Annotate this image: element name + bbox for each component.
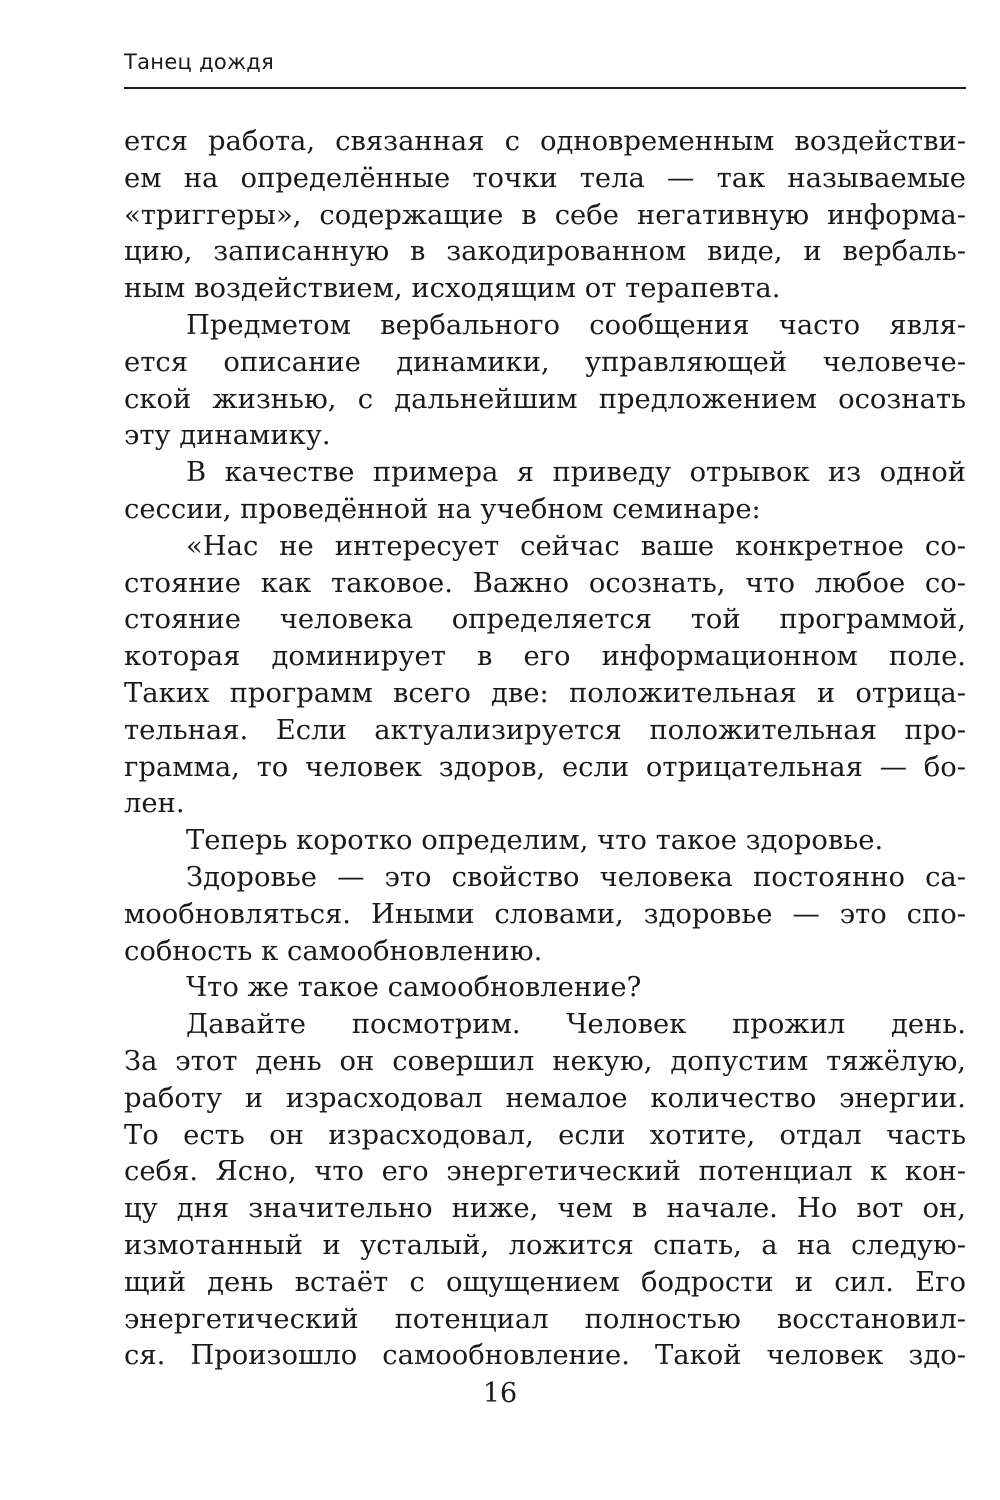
text-line: То есть он израсходовал, если хотите, отдал часть [124,1119,966,1151]
text-line: ем на определённые точки тела — так называемые [124,162,966,194]
text-line: себя. Ясно, что его энергетический потенциал к кон- [124,1156,966,1188]
text-line: Давайте посмотрим. Человек прожил день. [186,1009,966,1041]
text-line: За этот день он совершил некую, допустим тяжёлую, [124,1045,966,1077]
text-line: сессии, проведённой на учебном семинаре: [124,493,761,525]
text-line: Теперь коротко определим, что такое здоровье. [186,825,884,857]
text-line: стояние человека определяется той программой, [124,604,966,636]
text-line: щий день встаёт с ощущением бодрости и сил. Его [124,1266,966,1298]
body-text [124,124,966,1375]
header-rule [124,87,966,89]
text-line: цу дня значительно ниже, чем в начале. Но вот он, [124,1193,966,1225]
text-line: эту динамику. [124,420,331,452]
text-line: В качестве примера я приведу отрывок из одной [186,457,966,489]
page-number: 16 [482,1378,518,1409]
text-line: стояние как таковое. Важно осознать, что любое со- [124,567,966,599]
text-line: собность к самообновлению. [124,935,543,967]
text-line: ется описание динамики, управляющей человече- [124,346,966,378]
text-line: «Нас не интересует сейчас ваше конкретное со- [186,530,966,562]
text-line: ным воздействием, исходящим от терапевта. [124,273,781,305]
text-line: энергетический потенциал полностью восстановил- [124,1303,966,1335]
text-line: Что же такое самообновление? [186,972,642,1004]
text-line: тельная. Если актуализируется положительная про- [124,714,966,746]
text-line: Здоровье — это свойство человека постоянно са- [186,861,966,893]
text-line: измотанный и усталый, ложится спать, а на следую- [124,1229,966,1261]
text-line: грамма, то человек здоров, если отрицательная — бо- [124,751,966,783]
text-line: ется работа, связанная с одновременным воздействи- [124,126,966,157]
running-head: Танец дождя [124,50,275,74]
text-line: ся. Произошло самообновление. Такой человек здо- [124,1340,966,1372]
text-line: лен. [124,788,185,820]
text-line: которая доминирует в его информационном поле. [124,641,966,673]
text-line: Предметом вербального сообщения часто явля- [186,309,966,341]
text-line: Таких программ всего две: положительная и отрица- [124,677,966,709]
text-line: работу и израсходовал немалое количество энергии. [124,1082,966,1114]
text-line: цию, записанную в закодированном виде, и вербаль- [124,236,966,268]
text-line: ской жизнью, с дальнейшим предложением осознать [124,383,966,415]
text-line: «триггеры», содержащие в себе негативную информа- [124,199,966,231]
text-line: мообновляться. Иными словами, здоровье — это спо- [124,898,966,930]
